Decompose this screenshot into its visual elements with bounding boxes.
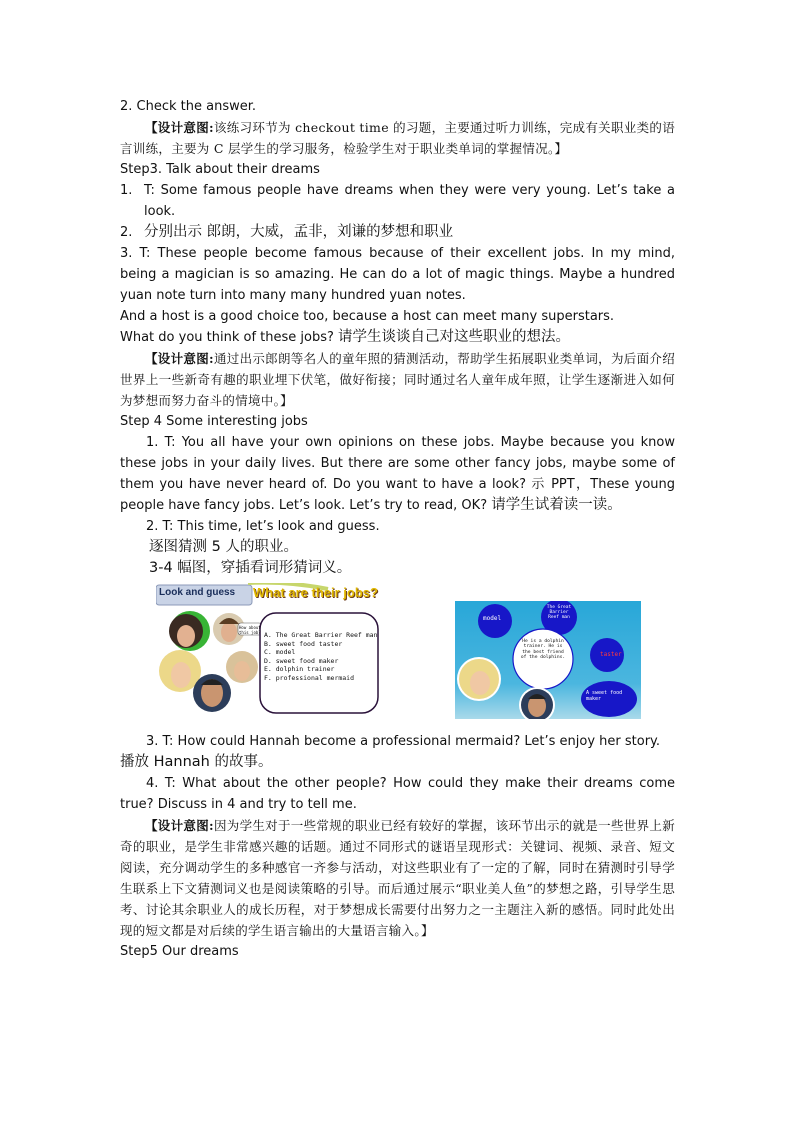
step5-heading: Step5 Our dreams	[120, 944, 239, 959]
paragraph: 3. T: How could Hannah become a professional mermaid? Let’s enjoy her story.	[146, 734, 661, 749]
node-center-label: He is a dolphin trainer. He is the best friend of the dolphins.	[520, 639, 566, 661]
options-list	[264, 631, 380, 683]
paragraph: 2. T: This time, let’s look and guess.	[146, 519, 380, 534]
list-text: 分别出示 郎朗，大威，孟非，刘谦的梦想和职业	[144, 224, 454, 240]
document-page	[120, 96, 675, 962]
paragraph: 3. T: These people become famous because of their excellent jobs. In my mind, being a magician is so amazing. He can do a lot of magic things. Maybe a hundred yuan note turn into many many hundred yuan notes.	[120, 246, 675, 303]
list-number: 2.	[120, 225, 133, 240]
step4-heading: Step 4 Some interesting jobs	[120, 414, 308, 429]
design-note-tag: 【设计意图:	[145, 120, 214, 135]
option-item: B. sweet food taster	[264, 639, 343, 648]
look-and-guess-figure	[156, 583, 382, 717]
design-note-tag: 【设计意图:	[145, 818, 214, 833]
list-item	[120, 222, 675, 243]
node-right-label: taster	[600, 651, 622, 658]
paragraph-en: 1. T: You all have your own opinions on these jobs. Maybe because you know these jobs in your daily lives. But there are some other fancy jobs, maybe some of them you have never heard of. Do you want to have a look? 示 PPT，These young people have fancy jobs. Let’s look. Let’s try to read, OK?	[120, 435, 675, 513]
option-item: C. model	[264, 648, 296, 657]
design-note-1	[120, 117, 675, 159]
paragraph: 3-4 幅图，穿插看词形猜词义。	[149, 560, 352, 576]
design-note-text: 该练习环节为 checkout time 的习题，主要通过听力训练，完成有关职业类的语言训练，主要为 C 层学生的学习服务，检验学生对于职业类单词的掌握情况。】	[120, 120, 675, 156]
paragraph-cn: 请学生试着读一读。	[491, 497, 622, 513]
paragraph	[120, 432, 675, 516]
paragraph-en: What do you think of these jobs?	[120, 330, 334, 345]
check-answer-line: 2. Check the answer.	[120, 99, 257, 114]
list-item	[120, 180, 675, 222]
paragraph: 播放 Hannah 的故事。	[120, 754, 273, 770]
job-network-figure	[455, 601, 641, 719]
design-note-2	[120, 348, 675, 411]
option-item: A. The Great Barrier Reef man	[264, 631, 378, 639]
paragraph: 逐图猜测 5 人的职业。	[149, 539, 298, 555]
list-number: 1.	[120, 183, 133, 198]
paragraph	[120, 327, 675, 348]
paragraph-cn: 请学生谈谈自己对这些职业的想法。	[338, 329, 571, 345]
option-item: E. dolphin trainer	[264, 665, 335, 674]
banner-right-label: What are their jobs?	[253, 585, 378, 600]
node-bottom-label: A sweet food maker	[586, 690, 623, 702]
option-item: D. sweet food maker	[264, 656, 339, 665]
node-top-label: The Great Barrier Reef man	[546, 605, 572, 620]
option-item: F. professional mermaid	[264, 673, 355, 682]
figures-row	[120, 583, 675, 721]
node-model-label: model	[483, 615, 502, 622]
bubble-text: How about this job?	[239, 625, 261, 635]
list-text: T: Some famous people have dreams when they were very young. Let’s take a look.	[144, 183, 675, 219]
paragraph: 4. T: What about the other people? How could they make their dreams come true? Discuss in 4 and try to tell me.	[120, 776, 675, 812]
banner-left-label: Look and guess	[159, 587, 236, 598]
step3-heading: Step3. Talk about their dreams	[120, 162, 320, 177]
design-note-text: 通过出示郎朗等名人的童年照的猜测活动，帮助学生拓展职业类单词，为后面介绍世界上一些新奇有趣的职业埋下伏笔，做好衔接；同时通过名人童年成年照，让学生逐渐进入如何为梦想而努力奋斗的情境中。】	[120, 351, 675, 408]
design-note-3	[120, 815, 675, 941]
design-note-text: 因为学生对于一些常规的职业已经有较好的掌握，该环节出示的就是一些世界上新奇的职业，是学生非常感兴趣的话题。通过不同形式的谜语呈现形式：关键词、视频、录音、短文阅读，充分调动学生的多种感官一齐参与活动，对这些职业有了一定的了解，同时在猜测时引导学生联系上下文猜测词义也是阅读策略的引导。而后通过展示“职业美人鱼”的梦想之路，引导学生思考、讨论其余职业人的成长历程，对于梦想成长需要付出努力之一主题注入新的感悟。同时此处出现的短文都是对后续的学生语言输出的大量语言输入。】	[120, 818, 675, 938]
paragraph: And a host is a good choice too, because a host can meet many superstars.	[120, 309, 615, 324]
design-note-tag: 【设计意图:	[145, 351, 214, 366]
